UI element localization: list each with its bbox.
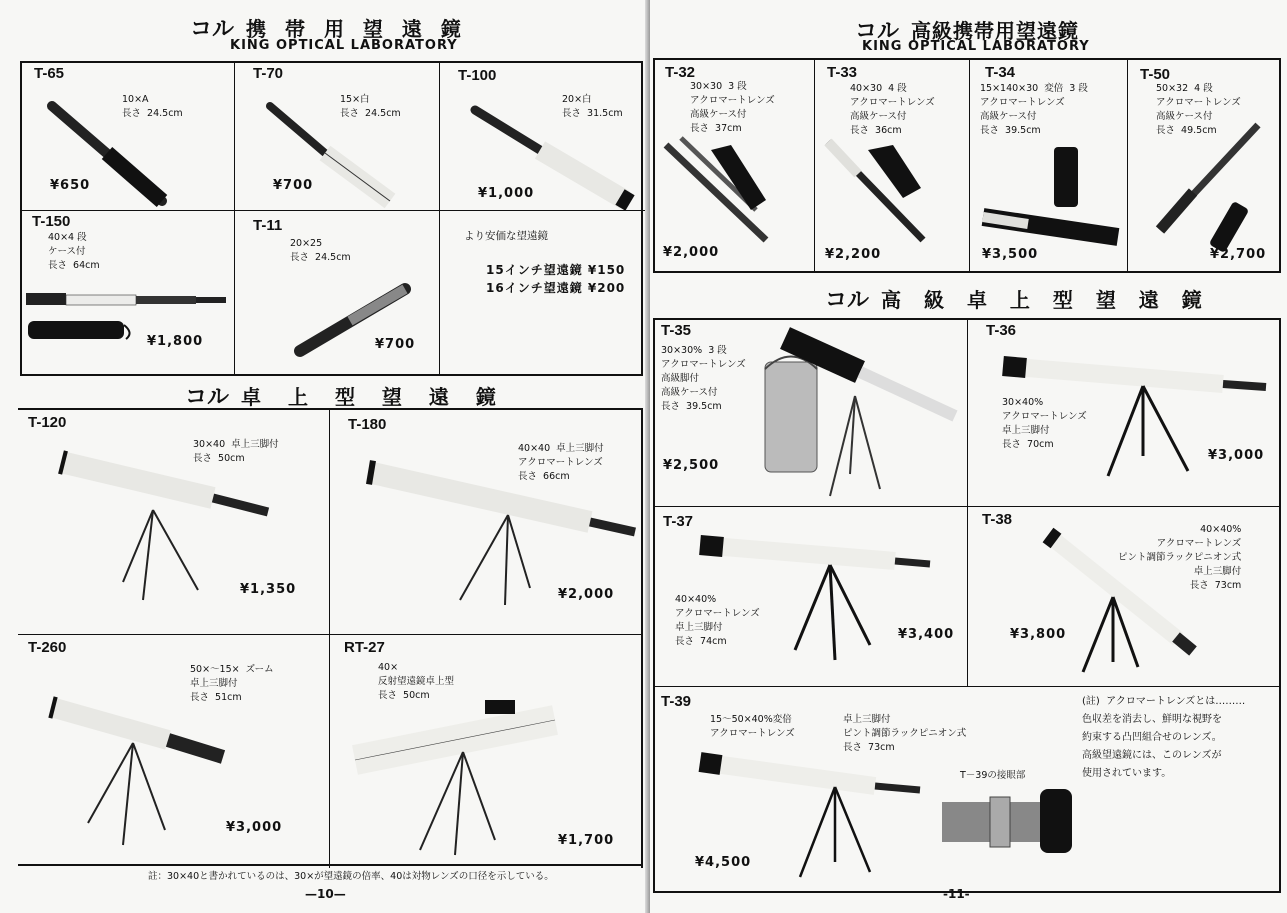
telescope-image (661, 130, 811, 245)
telescope-image (1148, 120, 1278, 260)
product-card-t39 (655, 687, 1279, 891)
cheaper-heading: より安価な望遠鏡 (464, 230, 548, 242)
price-label: ¥3,800 (1010, 627, 1067, 642)
price-label: ¥3,000 (226, 820, 283, 835)
model-label: T-180 (348, 416, 387, 433)
price-label: ¥700 (273, 178, 314, 193)
product-card-t70 (235, 63, 440, 211)
section-title-premium-tabletop: コル 高 級 卓 上 型 望 遠 鏡 (825, 288, 1210, 313)
brand-logo: コル (185, 385, 230, 410)
model-label: T-50 (1140, 66, 1171, 83)
product-card-t65 (22, 63, 235, 211)
cheaper-line-1: 15インチ望遠鏡 ¥150 (486, 263, 626, 277)
price-label: ¥2,000 (558, 587, 615, 602)
model-label: T-38 (982, 511, 1013, 528)
model-label: T-11 (253, 217, 283, 234)
eyepiece-caption: T－39の接眼部 (960, 770, 1026, 781)
spec-text: 15×白 長さ 24.5cm (340, 94, 401, 119)
spec-text: 30×40% アクロマートレンズ 卓上三脚付 長さ 70cm (1002, 397, 1087, 450)
left-page-title: コル 携 帯 用 望 遠 鏡 (190, 17, 467, 42)
product-card-t36 (968, 320, 1279, 507)
spec-text: 20×白 長さ 31.5cm (562, 94, 623, 119)
premium-portable-grid (653, 58, 1281, 273)
spec-text: 40×40% アクロマートレンズ ピント調節ラックピニオン式 卓上三脚付 長さ 73cm (1118, 524, 1242, 591)
model-label: T-120 (28, 414, 67, 431)
model-label: T-34 (985, 64, 1016, 81)
spec-text: 50×～15× ズーム 卓上三脚付 長さ 51cm (190, 664, 274, 703)
product-card-t100 (440, 63, 645, 211)
spec-text: 20×25 長さ 24.5cm (290, 238, 351, 263)
price-label: ¥2,200 (825, 247, 882, 262)
price-label: ¥2,500 (663, 458, 720, 473)
price-label: ¥1,000 (478, 186, 535, 201)
price-label: ¥1,800 (147, 334, 204, 349)
telescope-image (755, 324, 965, 504)
product-card-t180 (330, 410, 643, 635)
model-label: T-32 (665, 64, 696, 81)
brand-logo: コル (190, 17, 235, 42)
right-page-subtitle: KING OPTICAL LABORATORY (862, 39, 1090, 54)
telescope-image (695, 535, 945, 675)
price-label: ¥1,350 (240, 582, 297, 597)
achromat-note: (註) アクロマートレンズとは……… 色収差を消去し、鮮明な視野を 約束する凸凹組合せのレンズ。 高級望遠鏡には、このレンズが 使用されています。 (1082, 696, 1246, 779)
price-label: ¥2,000 (663, 245, 720, 260)
model-label: T-39 (661, 693, 692, 710)
footnote: 註：30×40と書かれているのは、30×が望遠鏡の倍率、40は対物レンズの口径を示している。 (148, 871, 554, 882)
page-number: —10— (305, 887, 346, 901)
spec-text: 50×32 4 段 アクロマートレンズ 高級ケース付 長さ 49.5cm (1156, 83, 1241, 136)
spec-text: 40× 反射望遠鏡卓上型 長さ 50cm (378, 662, 455, 701)
tabletop-telescope-grid (18, 408, 643, 866)
telescope-image (345, 700, 575, 860)
product-card-t50 (1128, 60, 1279, 271)
product-card-t120 (18, 410, 330, 635)
brand-logo: コル (855, 19, 900, 44)
spec-text: 40×40% アクロマートレンズ 卓上三脚付 長さ 74cm (675, 594, 760, 647)
model-label: T-65 (34, 65, 65, 82)
telescope-image (823, 130, 963, 245)
model-label: T-37 (663, 513, 694, 530)
spec-text: 30×30% 3 段 アクロマートレンズ 高級脚付 高級ケース付 長さ 39.5cm (661, 345, 746, 412)
page-number: -11- (943, 887, 970, 901)
telescope-image (43, 695, 243, 855)
product-card-t32 (655, 60, 815, 271)
model-label: RT-27 (344, 639, 385, 656)
product-card-t150 (22, 211, 235, 374)
spec-text: 15×140×30 変倍 3 段 アクロマートレンズ 高級ケース付 長さ 39.5cm (980, 83, 1088, 136)
left-page-subtitle: KING OPTICAL LABORATORY (230, 38, 458, 53)
model-label: T-33 (827, 64, 858, 81)
spec-text: 40×4 段 ケース付 長さ 64cm (48, 232, 100, 271)
price-label: ¥1,700 (558, 833, 615, 848)
spec-text-2: 卓上三脚付 ピント調節ラックピニオン式 長さ 73cm (843, 714, 967, 753)
model-label: T-150 (32, 213, 71, 230)
price-label: ¥700 (375, 337, 416, 352)
brand-logo: コル (825, 288, 870, 313)
portable-telescope-grid (20, 61, 643, 376)
cheaper-telescopes-card (440, 211, 645, 374)
product-card-t11 (235, 211, 440, 374)
model-label: T-35 (661, 322, 692, 339)
product-card-t260 (18, 635, 330, 868)
product-card-t33 (815, 60, 970, 271)
cheaper-line-2: 16インチ望遠鏡 ¥200 (486, 281, 626, 295)
spec-text: 40×40 卓上三脚付 アクロマートレンズ 長さ 66cm (518, 443, 604, 482)
product-card-t38 (968, 507, 1279, 687)
product-card-t34 (970, 60, 1128, 271)
eyepiece-closeup-image (940, 787, 1080, 857)
price-label: ¥650 (50, 178, 91, 193)
telescope-image (1038, 527, 1208, 677)
spec-text: 10×A 長さ 24.5cm (122, 94, 183, 119)
telescope-image (265, 101, 405, 211)
spec-text: 40×30 4 段 アクロマートレンズ 高級ケース付 長さ 36cm (850, 83, 935, 136)
model-label: T-100 (458, 67, 497, 84)
right-page-title: コル 高級携帯用望遠鏡 (855, 19, 1080, 44)
spec-text: 30×40 卓上三脚付 長さ 50cm (193, 439, 279, 464)
product-card-t35 (655, 320, 968, 507)
price-label: ¥4,500 (695, 855, 752, 870)
telescope-image (47, 101, 177, 211)
model-label: T-36 (986, 322, 1017, 339)
model-label: T-70 (253, 65, 284, 82)
price-label: ¥3,500 (982, 247, 1039, 262)
price-label: ¥3,000 (1208, 448, 1265, 463)
spec-text: 15～50×40%変倍 アクロマートレンズ (710, 714, 795, 739)
product-card-rt27 (330, 635, 643, 868)
right-page (650, 0, 1287, 913)
model-label: T-260 (28, 639, 67, 656)
section-title-tabletop: コル 卓 上 型 望 遠 鏡 (185, 385, 506, 410)
spec-text: 30×30 3 段 アクロマートレンズ 高級ケース付 長さ 37cm (690, 81, 775, 134)
product-card-t37 (655, 507, 968, 687)
telescope-image (978, 145, 1128, 250)
premium-tabletop-grid (653, 318, 1281, 893)
price-label: ¥2,700 (1210, 247, 1267, 262)
price-label: ¥3,400 (898, 627, 955, 642)
